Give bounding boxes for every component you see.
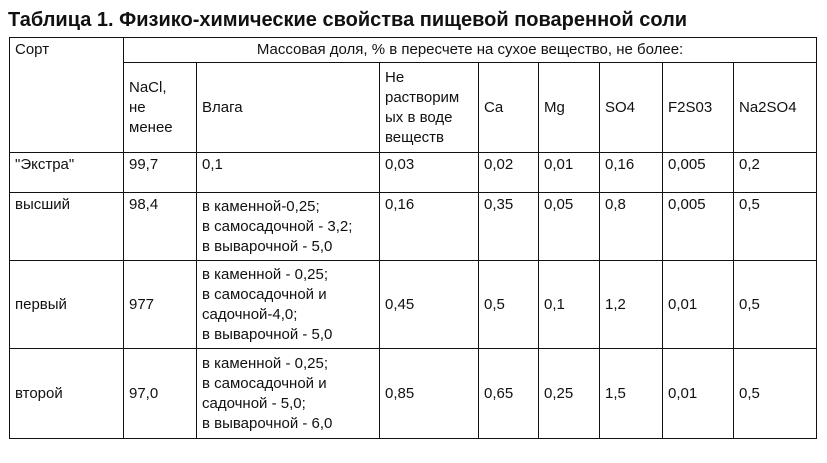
cell-na2so4: 0,5 [734, 349, 817, 439]
header-moisture [197, 63, 380, 153]
header-insoluble-line: ых в воде [385, 108, 453, 126]
cell-moisture-line: в каменной-0,25; [202, 198, 320, 215]
cell-nacl: 97,0 [124, 349, 197, 439]
header-mass-fraction: Массовая доля, % в пересчете на сухое вещество, не более: [124, 38, 817, 63]
cell-moisture-line: в самосадочной и [202, 374, 327, 392]
cell-na2so4: 0,2 [734, 153, 817, 193]
cell-insoluble: 0,16 [380, 193, 479, 261]
table-row [10, 193, 817, 261]
cell-nacl: 98,4 [124, 193, 197, 261]
cell-moisture-line: в самосадочной - 3,2; [202, 218, 353, 235]
table-title: Таблица 1. Физико-химические свойства пищевой поваренной соли [8, 9, 688, 31]
cell-na2so4: 0,5 [734, 193, 817, 261]
cell-moisture-line: в самосадочной и [202, 285, 327, 303]
header-na2so4-line: Na2SO4 [739, 98, 797, 116]
cell-moisture-line: садочной-4,0; [202, 305, 298, 323]
header-grade: Сорт [10, 38, 124, 153]
table-row [10, 153, 817, 193]
table-body [10, 38, 817, 439]
cell-insoluble: 0,45 [380, 261, 479, 349]
cell-grade: второй [10, 349, 124, 439]
cell-mg: 0,25 [539, 349, 600, 439]
table-row [10, 261, 817, 349]
cell-f2s03: 0,01 [663, 261, 734, 349]
cell-mg: 0,01 [539, 153, 600, 193]
header-mg [539, 63, 600, 153]
header-insoluble-line: веществ [385, 128, 444, 146]
cell-mg: 0,05 [539, 193, 600, 261]
header-nacl [124, 63, 197, 153]
cell-moisture [197, 193, 380, 261]
header-moisture-line: Влага [202, 98, 243, 116]
cell-f2s03: 0,005 [663, 153, 734, 193]
header-nacl-line: NaCl, [129, 78, 167, 96]
cell-ca: 0,35 [479, 193, 539, 261]
cell-moisture-line: в выварочной - 5,0 [202, 238, 333, 255]
header-ca [479, 63, 539, 153]
header-f2s03-line: F2S03 [668, 98, 713, 116]
header-insoluble-line: Не [385, 68, 405, 86]
cell-so4: 0,8 [600, 193, 663, 261]
cell-so4: 0,16 [600, 153, 663, 193]
cell-so4: 1,2 [600, 261, 663, 349]
cell-moisture [197, 261, 380, 349]
cell-nacl: 99,7 [124, 153, 197, 193]
cell-insoluble: 0,03 [380, 153, 479, 193]
cell-insoluble: 0,85 [380, 349, 479, 439]
cell-moisture-line: в каменной - 0,25; [202, 354, 329, 372]
header-insoluble [380, 63, 479, 153]
cell-ca: 0,65 [479, 349, 539, 439]
header-nacl-line: менее [129, 118, 173, 136]
cell-ca: 0,02 [479, 153, 539, 193]
cell-moisture-line: в выварочной - 5,0 [202, 325, 333, 343]
header-so4 [600, 63, 663, 153]
cell-grade: "Экстра" [10, 153, 124, 193]
header-ca-line: Ca [484, 98, 504, 116]
cell-moisture-line: в выварочной - 6,0 [202, 414, 333, 432]
header-so4-line: SO4 [605, 98, 636, 116]
cell-moisture-line: в каменной - 0,25; [202, 265, 329, 283]
cell-f2s03: 0,01 [663, 349, 734, 439]
cell-moisture-line: 0,1 [202, 156, 223, 173]
cell-na2so4: 0,5 [734, 261, 817, 349]
header-row-columns [10, 63, 817, 153]
header-f2s03 [663, 63, 734, 153]
cell-grade: высший [10, 193, 124, 261]
cell-f2s03: 0,005 [663, 193, 734, 261]
cell-so4: 1,5 [600, 349, 663, 439]
cell-moisture [197, 349, 380, 439]
cell-moisture [197, 153, 380, 193]
cell-mg: 0,1 [539, 261, 600, 349]
header-insoluble-line: растворим [385, 88, 460, 106]
header-na2so4 [734, 63, 817, 153]
salt-properties-table [9, 37, 817, 439]
header-row-group [10, 38, 817, 63]
header-nacl-line: не [129, 98, 146, 116]
cell-moisture-line: садочной - 5,0; [202, 394, 306, 412]
cell-ca: 0,5 [479, 261, 539, 349]
cell-grade: первый [10, 261, 124, 349]
cell-nacl: 977 [124, 261, 197, 349]
table-row [10, 349, 817, 439]
header-mg-line: Mg [544, 98, 565, 116]
